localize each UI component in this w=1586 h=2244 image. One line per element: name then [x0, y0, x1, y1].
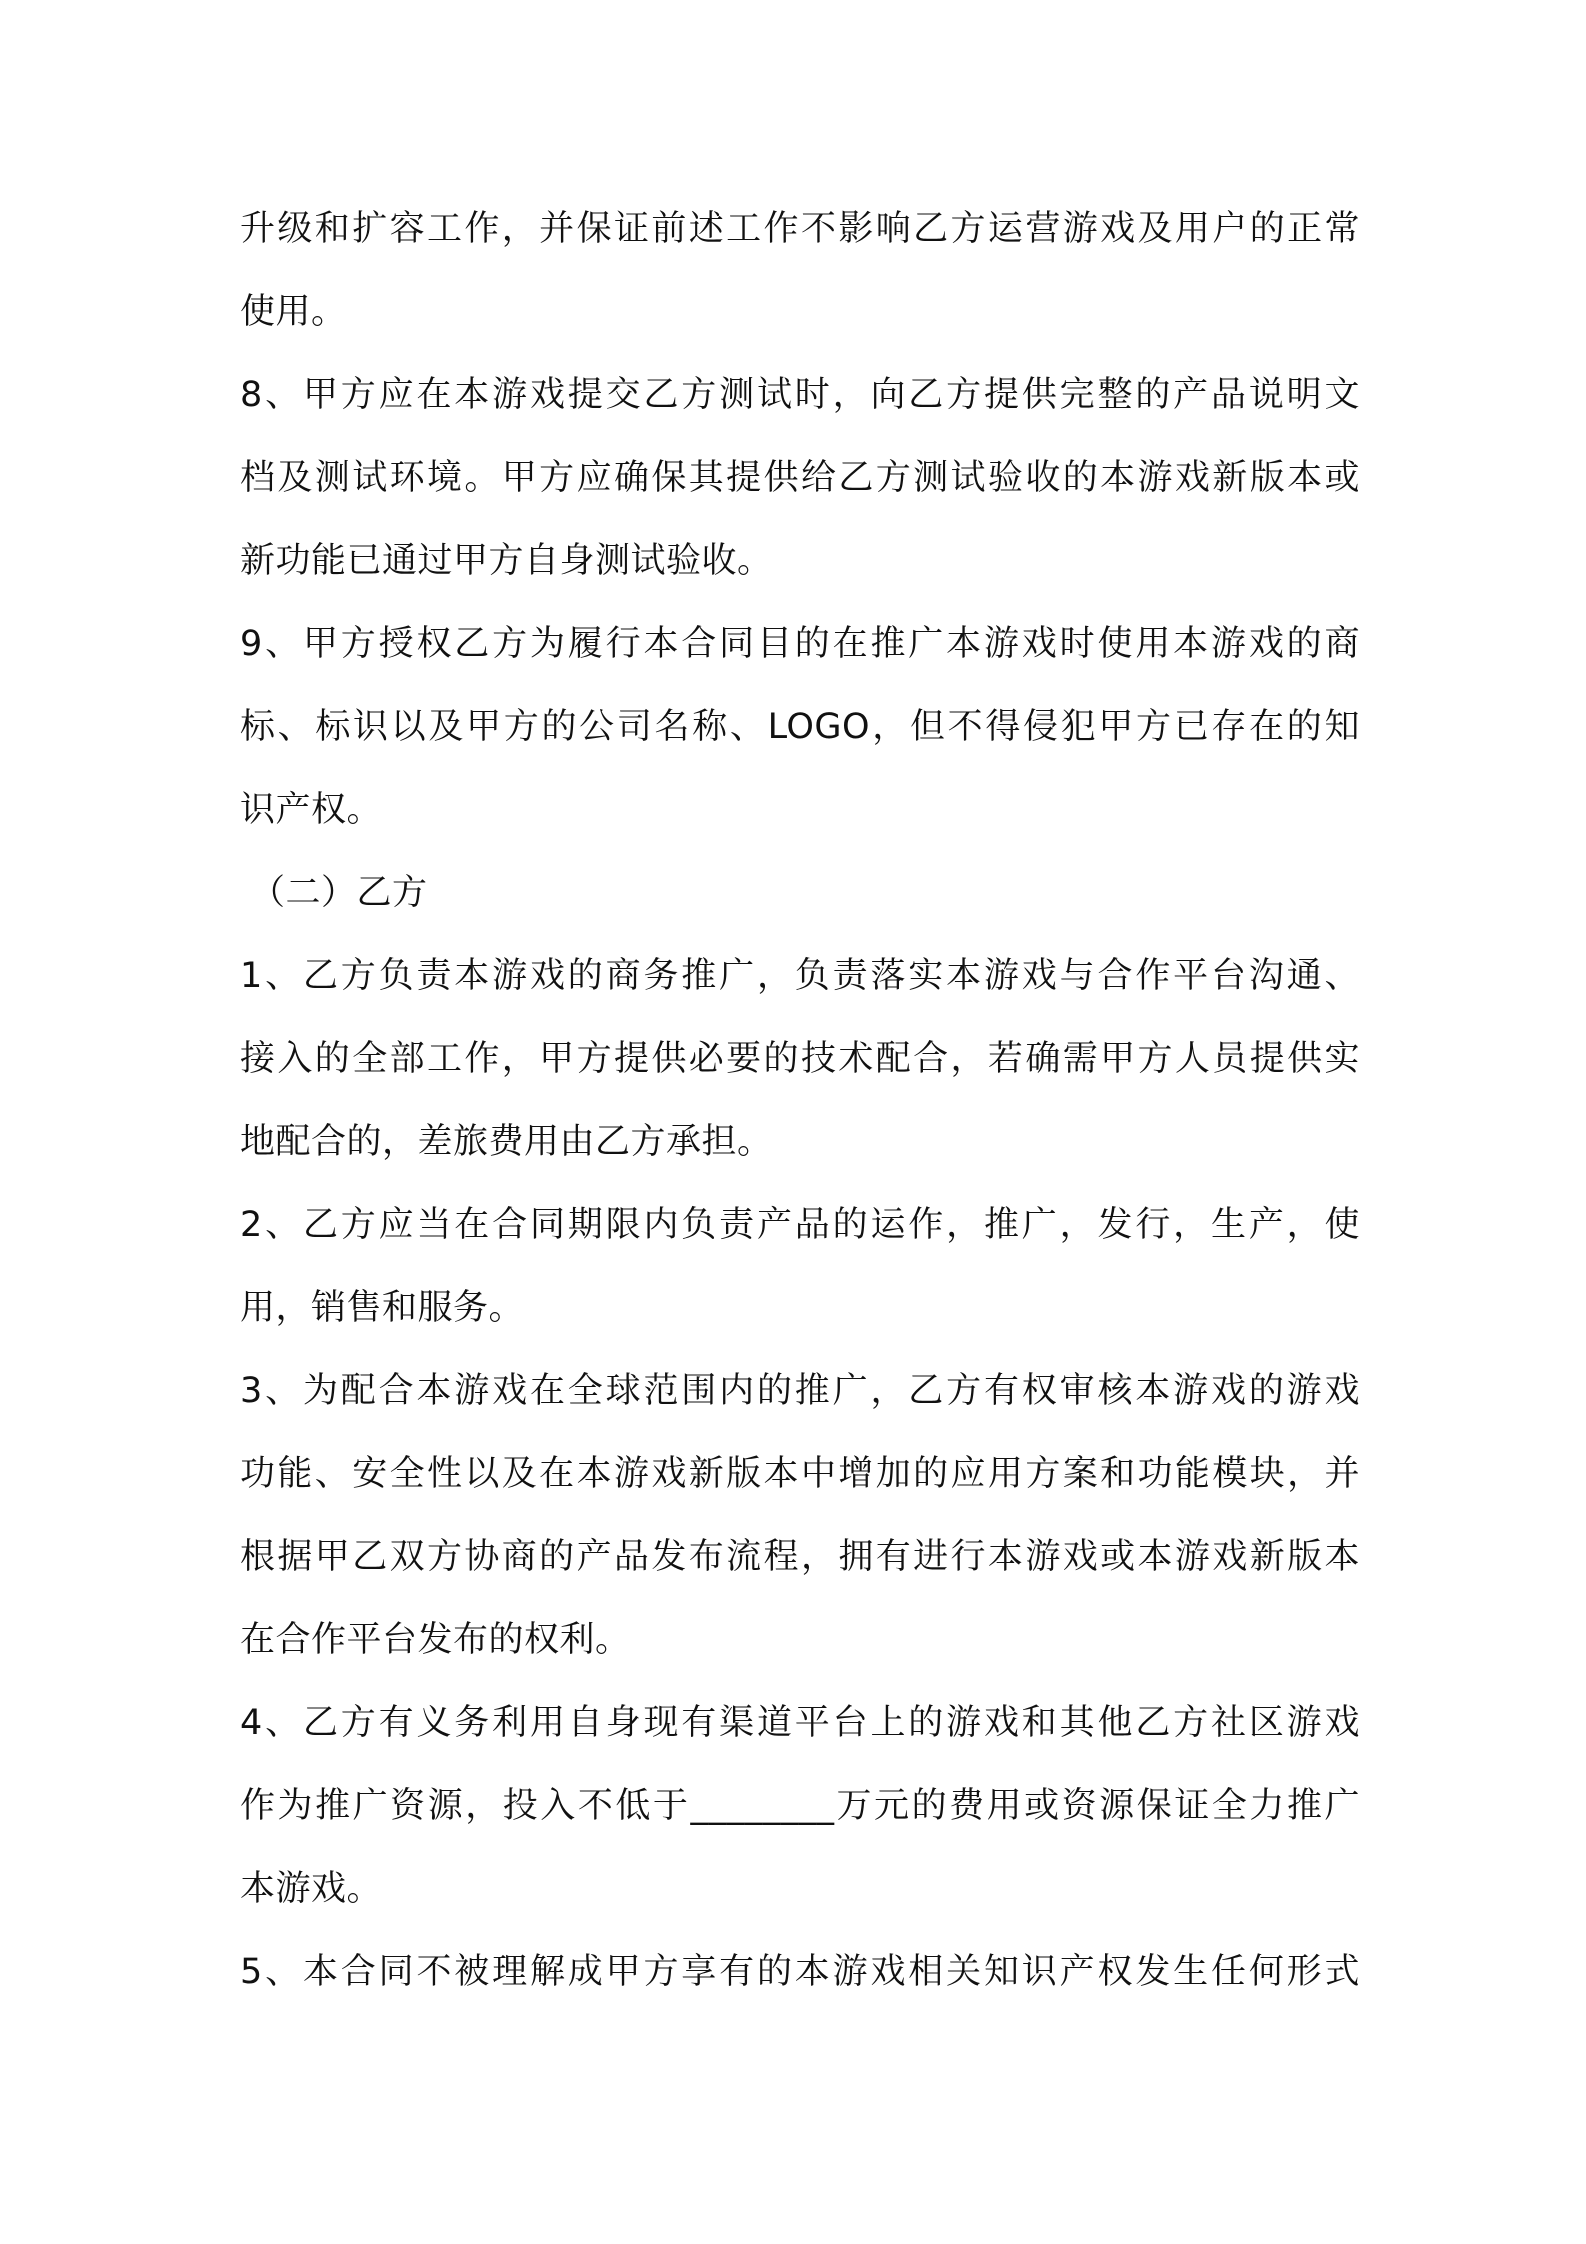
text-line: 用，销售和服务。 [240, 1288, 525, 1328]
text-line: 档及测试环境。甲方应确保其提供给乙方测试验收的本游戏新版本或 [240, 458, 1360, 498]
section-heading: （二）乙方 [250, 873, 428, 913]
clause-4-line: 4、乙方有义务利用自身现有渠道平台上的游戏和其他乙方社区游戏 [240, 1703, 1360, 1743]
text-line: 功能、安全性以及在本游戏新版本中增加的应用方案和功能模块，并 [240, 1454, 1360, 1494]
text-line: 根据甲乙双方协商的产品发布流程，拥有进行本游戏或本游戏新版本 [240, 1537, 1360, 1577]
text-line: 使用。 [240, 292, 347, 332]
text-line: 地配合的，差旅费用由乙方承担。 [240, 1122, 773, 1162]
text-line: 本游戏。 [240, 1869, 383, 1909]
text-line: 新功能已通过甲方自身测试验收。 [240, 541, 773, 581]
text-line: 接入的全部工作，甲方提供必要的技术配合，若确需甲方人员提供实 [240, 1039, 1360, 1079]
clause-2-line: 2、乙方应当在合同期限内负责产品的运作，推广，发行，生产，使 [240, 1205, 1360, 1245]
clause-9-line: 9、甲方授权乙方为履行本合同目的在推广本游戏时使用本游戏的商 [240, 624, 1360, 664]
document-body [240, 188, 1360, 2014]
clause-5-line: 5、本合同不被理解成甲方享有的本游戏相关知识产权发生任何形式 [240, 1952, 1360, 1992]
text-line: 识产权。 [240, 790, 383, 830]
text-line: 在合作平台发布的权利。 [240, 1620, 631, 1660]
clause-1-line: 1、乙方负责本游戏的商务推广，负责落实本游戏与合作平台沟通、 [240, 956, 1360, 996]
text-line: 升级和扩容工作，并保证前述工作不影响乙方运营游戏及用户的正常 [240, 209, 1360, 249]
clause-3-line: 3、为配合本游戏在全球范围内的推广，乙方有权审核本游戏的游戏 [240, 1371, 1360, 1411]
text-line: 标、标识以及甲方的公司名称、LOGO，但不得侵犯甲方已存在的知 [240, 707, 1360, 747]
text-line: 作为推广资源，投入不低于________万元的费用或资源保证全力推广 [240, 1786, 1360, 1826]
clause-8-line: 8、甲方应在本游戏提交乙方测试时，向乙方提供完整的产品说明文 [240, 375, 1360, 415]
